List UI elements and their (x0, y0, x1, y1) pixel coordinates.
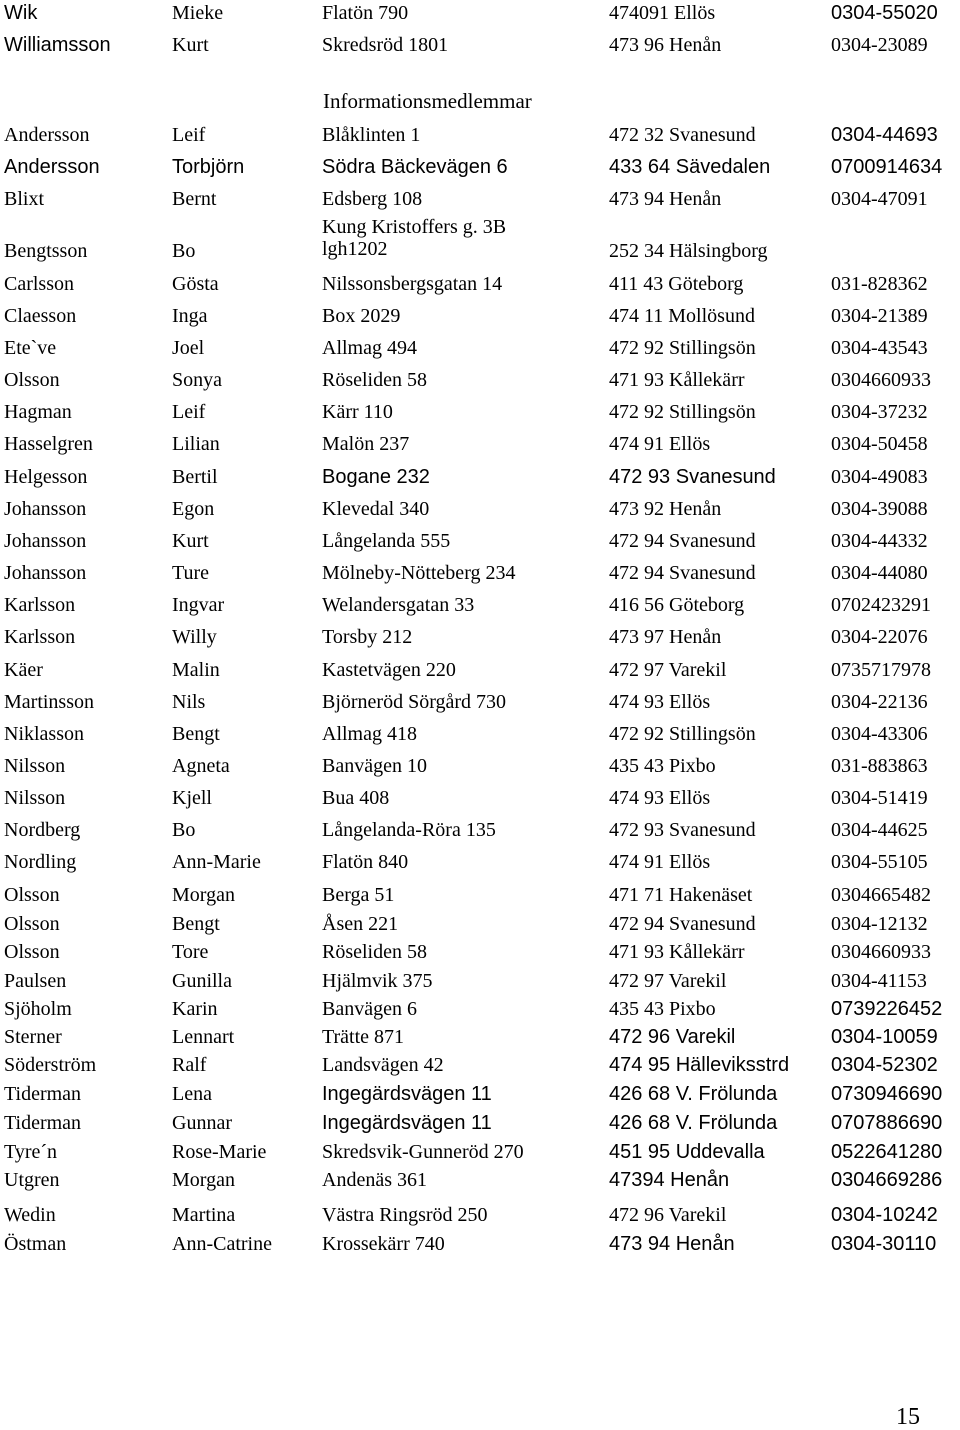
street-address: Södra Bäckevägen 6 (322, 156, 508, 178)
first-name: Ingvar (172, 594, 225, 616)
phone-number: 0304669286 (831, 1169, 943, 1191)
street-address: Allmag 494 (322, 337, 417, 359)
postal-address: 474 93 Ellös (609, 691, 711, 713)
phone-number: 031-883863 (831, 755, 928, 777)
postal-address: 435 43 Pixbo (609, 755, 716, 777)
first-name: Gunnar (172, 1112, 232, 1134)
phone-number: 0304-55105 (831, 851, 928, 873)
postal-address: 473 96 Henån (609, 34, 722, 56)
first-name: Leif (172, 124, 206, 146)
postal-address: 472 92 Stillingsön (609, 401, 756, 423)
street-address: Klevedal 340 (322, 498, 430, 520)
last-name: Johansson (4, 562, 87, 584)
street-address: Trätte 871 (322, 1026, 405, 1048)
phone-number: 0304-44332 (831, 530, 928, 552)
last-name: Ete`ve (4, 337, 57, 359)
street-address: Ingegärdsvägen 11 (322, 1112, 492, 1134)
last-name: Hasselgren (4, 433, 93, 455)
phone-number: 0304-51419 (831, 787, 928, 809)
first-name: Ann-Marie (172, 851, 261, 873)
first-name: Torbjörn (172, 156, 245, 178)
postal-address: 451 95 Uddevalla (609, 1141, 765, 1163)
street-address: Skredsvik-Gunneröd 270 (322, 1141, 524, 1163)
first-name: Rose-Marie (172, 1141, 267, 1163)
first-name: Agneta (172, 755, 230, 777)
postal-address: 426 68 V. Frölunda (609, 1112, 778, 1134)
phone-number: 0304-43543 (831, 337, 928, 359)
street-address: Hjälmvik 375 (322, 970, 433, 992)
last-name: Utgren (4, 1169, 60, 1191)
first-name: Mieke (172, 2, 224, 24)
last-name: Niklasson (4, 723, 84, 745)
phone-number: 0304-44693 (831, 124, 938, 146)
phone-number: 0304-37232 (831, 401, 928, 423)
last-name: Tiderman (4, 1083, 82, 1105)
first-name: Gunilla (172, 970, 232, 992)
postal-address: 411 43 Göteborg (609, 273, 744, 295)
postal-address: 471 93 Kållekärr (609, 941, 745, 963)
first-name: Nils (172, 691, 206, 713)
postal-address: 473 94 Henån (609, 188, 722, 210)
street-address: Långelanda 555 (322, 530, 451, 552)
last-name: Blixt (4, 188, 45, 210)
phone-number: 0304-41153 (831, 970, 927, 992)
phone-number: 0522641280 (831, 1141, 943, 1163)
postal-address: 472 97 Varekil (609, 970, 727, 992)
phone-number: 0304-55020 (831, 2, 938, 24)
postal-address: 474 11 Mollösund (609, 305, 755, 327)
last-name: Nilsson (4, 755, 66, 777)
first-name: Lilian (172, 433, 220, 455)
page-number: 15 (896, 1404, 920, 1430)
street-address: Banvägen 6 (322, 998, 417, 1020)
street-address: Bua 408 (322, 787, 390, 809)
street-address: Kung Kristoffers g. 3B lgh1202 (322, 216, 507, 260)
last-name: Sjöholm (4, 998, 72, 1020)
postal-address: 472 94 Svanesund (609, 562, 756, 584)
phone-number: 031-828362 (831, 273, 928, 295)
last-name: Wik (4, 2, 38, 24)
last-name: Johansson (4, 530, 87, 552)
phone-number: 0739226452 (831, 998, 943, 1020)
phone-number: 0304-52302 (831, 1054, 938, 1076)
last-name: Williamsson (4, 34, 111, 56)
street-address: Björneröd Sörgård 730 (322, 691, 507, 713)
first-name: Malin (172, 659, 220, 681)
street-address: Banvägen 10 (322, 755, 427, 777)
last-name: Andersson (4, 156, 100, 178)
postal-address: 472 92 Stillingsön (609, 723, 756, 745)
phone-number: 0707886690 (831, 1112, 943, 1134)
phone-number: 0304-12132 (831, 913, 928, 935)
last-name: Carlsson (4, 273, 74, 295)
street-address: Krossekärr 740 (322, 1233, 445, 1255)
street-address: Ingegärdsvägen 11 (322, 1083, 492, 1105)
street-address: Blåklinten 1 (322, 124, 421, 146)
phone-number: 0304-30110 (831, 1233, 937, 1255)
street-address: Malön 237 (322, 433, 410, 455)
postal-address: 474 95 Hälleviksstrd (609, 1054, 790, 1076)
phone-number: 0304-43306 (831, 723, 928, 745)
first-name: Leif (172, 401, 206, 423)
street-address: Box 2029 (322, 305, 401, 327)
first-name: Bernt (172, 188, 217, 210)
postal-address: 473 94 Henån (609, 1233, 735, 1255)
first-name: Kjell (172, 787, 212, 809)
phone-number: 0304-44625 (831, 819, 928, 841)
phone-number: 0730946690 (831, 1083, 943, 1105)
street-address: Flatön 840 (322, 851, 409, 873)
street-address: Berga 51 (322, 884, 395, 906)
first-name: Tore (172, 941, 209, 963)
last-name: Hagman (4, 401, 72, 423)
last-name: Olsson (4, 941, 60, 963)
first-name: Morgan (172, 884, 235, 906)
last-name: Olsson (4, 913, 60, 935)
postal-address: 471 71 Hakenäset (609, 884, 753, 906)
postal-address: 473 97 Henån (609, 626, 722, 648)
phone-number: 0702423291 (831, 594, 931, 616)
first-name: Bengt (172, 723, 220, 745)
street-address: Andenäs 361 (322, 1169, 427, 1191)
last-name: Tiderman (4, 1112, 82, 1134)
postal-address: 474 91 Ellös (609, 433, 711, 455)
phone-number: 0304-50458 (831, 433, 928, 455)
postal-address: 474 91 Ellös (609, 851, 711, 873)
postal-address: 47394 Henån (609, 1169, 730, 1191)
phone-number: 0700914634 (831, 156, 943, 178)
postal-address: 472 32 Svanesund (609, 124, 756, 146)
phone-number: 0304-22076 (831, 626, 928, 648)
last-name: Wedin (4, 1204, 56, 1226)
street-address: Skredsröd 1801 (322, 34, 449, 56)
postal-address: 472 96 Varekil (609, 1026, 736, 1048)
street-address: Welandersgatan 33 (322, 594, 475, 616)
first-name: Bo (172, 819, 196, 841)
first-name: Ann-Catrine (172, 1233, 272, 1255)
last-name: Martinsson (4, 691, 94, 713)
first-name: Bertil (172, 466, 218, 488)
last-name: Karlsson (4, 626, 76, 648)
phone-number: 0304-49083 (831, 466, 928, 488)
first-name: Inga (172, 305, 208, 327)
phone-number: 0304665482 (831, 884, 931, 906)
street-address: Röseliden 58 (322, 369, 427, 391)
postal-address: 472 97 Varekil (609, 659, 727, 681)
phone-number: 0304660933 (831, 941, 931, 963)
street-address: Mölneby-Nötteberg 234 (322, 562, 516, 584)
last-name: Nordberg (4, 819, 81, 841)
postal-address: 416 56 Göteborg (609, 594, 745, 616)
last-name: Bengtsson (4, 240, 88, 262)
first-name: Sonya (172, 369, 222, 391)
street-address: Edsberg 108 (322, 188, 423, 210)
phone-number: 0304-23089 (831, 34, 928, 56)
first-name: Lennart (172, 1026, 235, 1048)
postal-address: 473 92 Henån (609, 498, 722, 520)
first-name: Gösta (172, 273, 219, 295)
phone-number: 0735717978 (831, 659, 931, 681)
postal-address: 472 93 Svanesund (609, 466, 776, 488)
first-name: Morgan (172, 1169, 235, 1191)
first-name: Ralf (172, 1054, 207, 1076)
first-name: Martina (172, 1204, 236, 1226)
street-address: Landsvägen 42 (322, 1054, 444, 1076)
last-name: Andersson (4, 124, 90, 146)
street-address: Allmag 418 (322, 723, 417, 745)
first-name: Bengt (172, 913, 220, 935)
street-address: Röseliden 58 (322, 941, 427, 963)
first-name: Willy (172, 626, 217, 648)
last-name: Käer (4, 659, 43, 681)
first-name: Bo (172, 240, 196, 262)
first-name: Karin (172, 998, 218, 1020)
postal-address: 472 94 Svanesund (609, 530, 756, 552)
phone-number: 0304-10242 (831, 1204, 938, 1226)
last-name: Sterner (4, 1026, 62, 1048)
last-name: Nilsson (4, 787, 66, 809)
last-name: Olsson (4, 369, 60, 391)
street-address: Torsby 212 (322, 626, 413, 648)
street-address: Kärr 110 (322, 401, 393, 423)
first-name: Kurt (172, 530, 209, 552)
street-address: Långelanda-Röra 135 (322, 819, 496, 841)
last-name: Tyre´n (4, 1141, 58, 1163)
first-name: Egon (172, 498, 215, 520)
postal-address: 426 68 V. Frölunda (609, 1083, 778, 1105)
last-name: Paulsen (4, 970, 67, 992)
first-name: Lena (172, 1083, 212, 1105)
first-name: Joel (172, 337, 205, 359)
phone-number: 0304-22136 (831, 691, 928, 713)
postal-address: 472 92 Stillingsön (609, 337, 756, 359)
phone-number: 0304-10059 (831, 1026, 938, 1048)
street-address: Nilssonsbergsgatan 14 (322, 273, 503, 295)
last-name: Johansson (4, 498, 87, 520)
phone-number: 0304-44080 (831, 562, 928, 584)
last-name: Karlsson (4, 594, 76, 616)
first-name: Ture (172, 562, 210, 584)
phone-number: 0304-21389 (831, 305, 928, 327)
postal-address: 471 93 Kållekärr (609, 369, 745, 391)
postal-address: 472 93 Svanesund (609, 819, 756, 841)
street-address: Flatön 790 (322, 2, 409, 24)
street-address: Åsen 221 (322, 913, 399, 935)
postal-address: 474 93 Ellös (609, 787, 711, 809)
postal-address: 472 96 Varekil (609, 1204, 727, 1226)
phone-number: 0304660933 (831, 369, 931, 391)
street-address: Kastetvägen 220 (322, 659, 456, 681)
section-heading: Informationsmedlemmar (323, 89, 532, 113)
postal-address: 435 43 Pixbo (609, 998, 716, 1020)
last-name: Claesson (4, 305, 77, 327)
postal-address: 474091 Ellös (609, 2, 716, 24)
phone-number: 0304-47091 (831, 188, 928, 210)
postal-address: 472 94 Svanesund (609, 913, 756, 935)
last-name: Östman (4, 1233, 67, 1255)
last-name: Söderström (4, 1054, 97, 1076)
phone-number: 0304-39088 (831, 498, 928, 520)
postal-address: 433 64 Sävedalen (609, 156, 771, 178)
street-address: Bogane 232 (322, 466, 430, 488)
first-name: Kurt (172, 34, 209, 56)
last-name: Nordling (4, 851, 77, 873)
street-address: Västra Ringsröd 250 (322, 1204, 488, 1226)
postal-address: 252 34 Hälsingborg (609, 240, 768, 262)
last-name: Helgesson (4, 466, 88, 488)
last-name: Olsson (4, 884, 60, 906)
